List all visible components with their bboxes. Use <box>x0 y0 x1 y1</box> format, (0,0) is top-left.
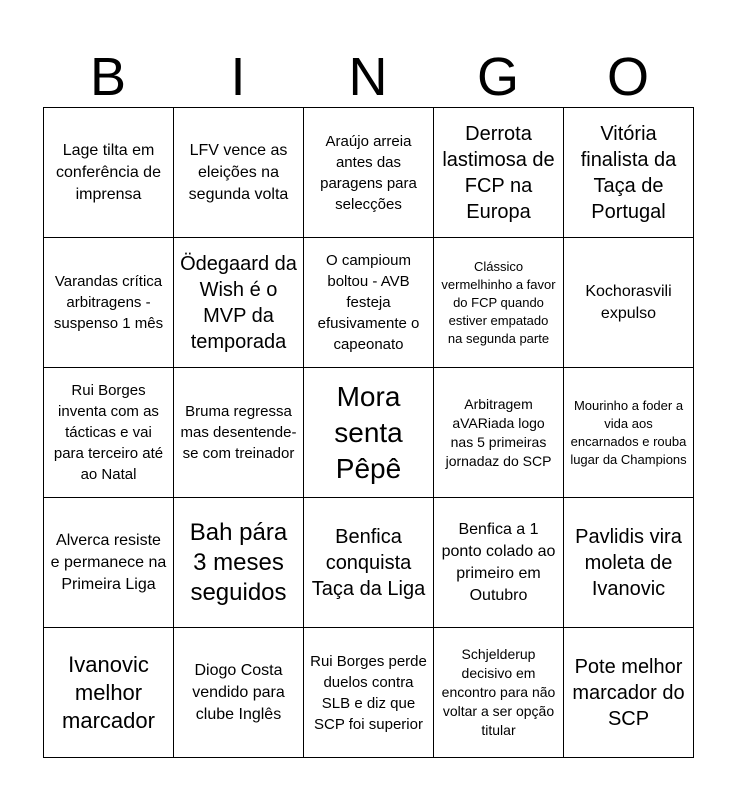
bingo-cell[interactable]: Kochorasvili expulso <box>564 238 694 368</box>
title-letter-n: N <box>348 47 388 107</box>
bingo-cell[interactable]: Bruma regressa mas desentende-se com treinador <box>174 368 304 498</box>
board-row <box>44 238 694 368</box>
bingo-board <box>43 107 694 758</box>
bingo-cell[interactable]: Bah pára 3 meses seguidos <box>174 498 304 628</box>
bingo-cell[interactable]: Schjelderup decisivo em encontro para não voltar a ser opção titular <box>434 628 564 758</box>
title-letter-g: G <box>476 47 519 107</box>
bingo-cell-free[interactable]: Mora senta Pêpê <box>304 368 434 498</box>
bingo-cell[interactable]: Pavlidis vira moleta de Ivanovic <box>564 498 694 628</box>
bingo-cell[interactable]: Rui Borges inventa com as tácticas e vai para terceiro até ao Natal <box>44 368 174 498</box>
bingo-cell[interactable]: Diogo Costa vendido para clube Inglês <box>174 628 304 758</box>
bingo-cell[interactable]: Derrota lastimosa de FCP na Europa <box>434 108 564 238</box>
bingo-title <box>43 42 693 112</box>
bingo-cell[interactable]: Benfica a 1 ponto colado ao primeiro em Outubro <box>434 498 564 628</box>
bingo-cell[interactable]: Rui Borges perde duelos contra SLB e diz que SCP foi superior <box>304 628 434 758</box>
bingo-cell[interactable]: Benfica conquista Taça da Liga <box>304 498 434 628</box>
bingo-cell[interactable]: Clássico vermelhinho a favor do FCP quando estiver empatado na segunda parte <box>434 238 564 368</box>
bingo-cell[interactable]: Lage tilta em conferência de imprensa <box>44 108 174 238</box>
bingo-cell[interactable]: Arbitragem aVARiada logo nas 5 primeiras jornadaz do SCP <box>434 368 564 498</box>
title-letter-b: B <box>89 47 127 107</box>
title-letter-o: O <box>606 47 649 107</box>
board-row <box>44 368 694 498</box>
bingo-cell[interactable]: Alverca resiste e permanece na Primeira Liga <box>44 498 174 628</box>
title-letter-i: I <box>230 47 246 107</box>
bingo-cell[interactable]: Pote melhor marcador do SCP <box>564 628 694 758</box>
board-row <box>44 628 694 758</box>
bingo-cell[interactable]: Araújo arreia antes das paragens para selecções <box>304 108 434 238</box>
bingo-cell[interactable]: Mourinho a foder a vida aos encarnados e rouba lugar da Champions <box>564 368 694 498</box>
bingo-cell[interactable]: Vitória finalista da Taça de Portugal <box>564 108 694 238</box>
bingo-cell[interactable]: O campioum boltou - AVB festeja efusivamente o capeonato <box>304 238 434 368</box>
bingo-cell[interactable]: Ivanovic melhor marcador <box>44 628 174 758</box>
board-row <box>44 108 694 238</box>
bingo-cell[interactable]: Ödegaard da Wish é o MVP da temporada <box>174 238 304 368</box>
bingo-cell[interactable]: Varandas crítica arbitragens - suspenso 1 mês <box>44 238 174 368</box>
board-row <box>44 498 694 628</box>
bingo-cell[interactable]: LFV vence as eleições na segunda volta <box>174 108 304 238</box>
